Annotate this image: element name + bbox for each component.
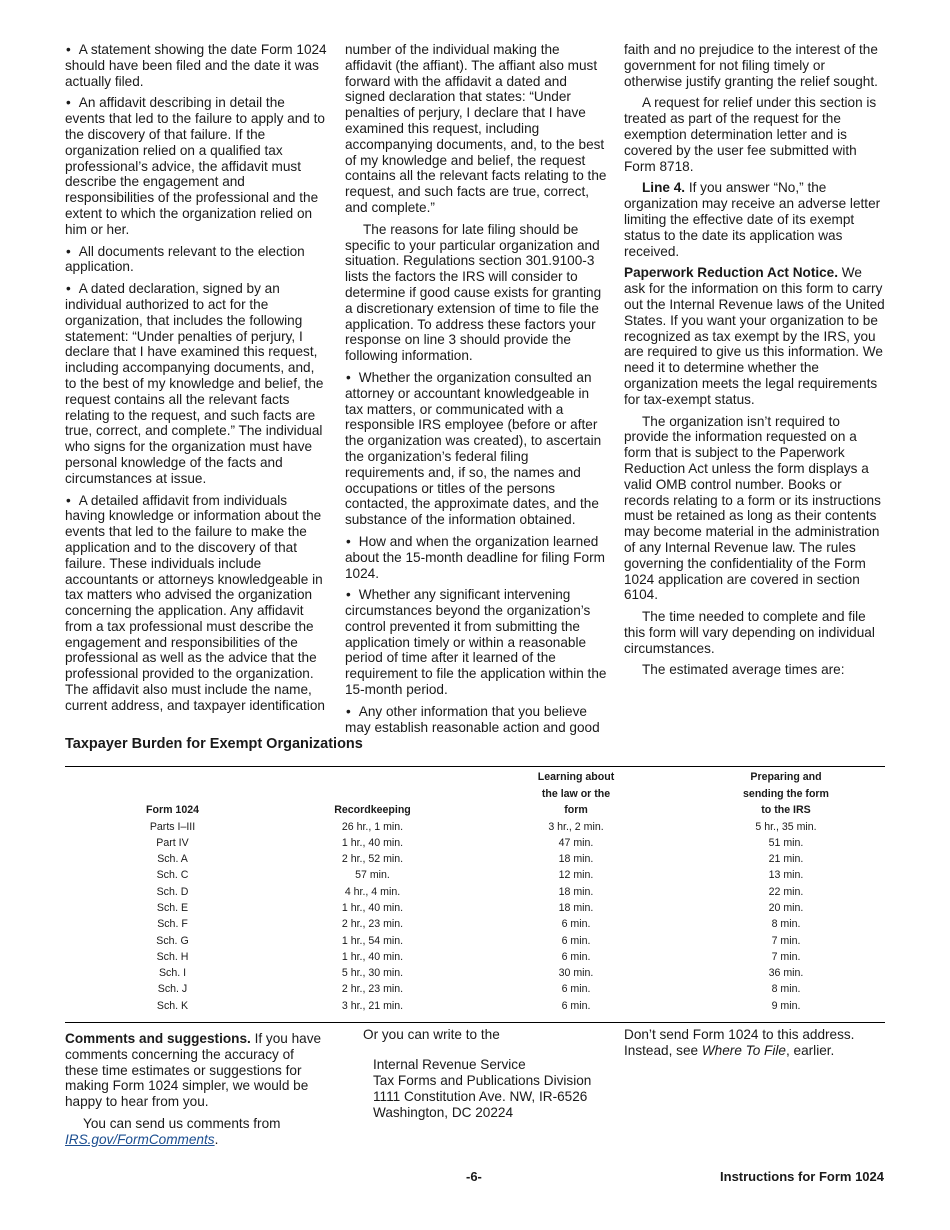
cell-form: Sch. E — [156, 901, 189, 914]
where-to-file-ref: Where To File — [701, 1042, 786, 1058]
address-line-3: 1111 Constitution Ave. NW, IR-6526 — [373, 1088, 588, 1104]
address-line-1: Internal Revenue Service — [373, 1056, 526, 1072]
cell-recordkeeping: 1 hr., 40 min. — [341, 950, 404, 963]
cell-learning: 18 min. — [558, 901, 594, 914]
cell-form: Sch. D — [156, 885, 189, 898]
comments-column — [65, 1031, 327, 1154]
cell-preparing: 5 hr., 35 min. — [755, 820, 817, 833]
bullet-intervening-circumstances: • Whether any significant intervening circumstances beyond the organization’s control prevented it from submitting the application timely or within a reasonable period of time after it learned of the requirement to file the application within the 15-month period. — [345, 587, 607, 698]
estimated-times-paragraph: The estimated average times are: — [642, 662, 845, 678]
address-line-2: Tax Forms and Publications Division — [373, 1072, 592, 1088]
cell-recordkeeping: 4 hr., 4 min. — [344, 885, 401, 898]
header-learning: Learning about the law or the form — [537, 771, 615, 816]
line-4-paragraph — [624, 180, 886, 259]
table-body — [65, 819, 885, 1015]
paperwork-notice-paragraph — [624, 265, 886, 407]
cell-form: Sch. F — [157, 918, 188, 931]
header-form: Form 1024 — [146, 804, 199, 816]
mailing-address — [373, 1057, 613, 1121]
table-row — [65, 835, 885, 851]
comments-paragraph — [65, 1031, 327, 1110]
cell-preparing: 51 min. — [768, 836, 804, 849]
bullet-detailed-affidavit: • A detailed affidavit from individuals having knowledge or information about the events that led to the failure to make the application and to the discovery of that failure. These individuals include accountants or attorneys knowledgeable in tax matters who advised the organization concerning the application. Any affidavit from a tax professional must describe the engagement and responsibilities of the professional as well as the advice that the professional provided to the organization. The affidavit also must include the name, current address, and taxpayer identification — [65, 493, 327, 714]
cell-learning: 6 min. — [561, 950, 591, 963]
burden-table — [65, 769, 885, 1014]
cell-form: Part IV — [156, 836, 189, 849]
table-row — [65, 933, 885, 949]
cell-preparing: 9 min. — [771, 999, 801, 1012]
time-needed-paragraph: The time needed to complete and file this form will vary depending on individual circumstances. — [624, 609, 875, 656]
table-row — [65, 998, 885, 1014]
table-row — [65, 851, 885, 867]
paperwork-notice-heading: Paperwork Reduction Act Notice. — [624, 265, 839, 281]
table-row — [65, 819, 885, 835]
comments-text: If you have comments concerning the accuracy of these time estimates or suggestions for making Form 1024 simpler, we would be happy to hear from you. — [65, 1031, 322, 1110]
table-row — [65, 900, 885, 916]
write-to-text: Or you can write to the — [363, 1027, 500, 1042]
cell-learning: 18 min. — [558, 885, 594, 898]
cell-recordkeeping: 5 hr., 30 min. — [341, 967, 404, 980]
cell-learning: 12 min. — [558, 869, 594, 882]
send-comments-text: You can send us comments from — [83, 1115, 281, 1131]
cell-learning: 30 min. — [558, 967, 594, 980]
table-row — [65, 981, 885, 997]
link-period: . — [214, 1131, 219, 1147]
header-recordkeeping: Recordkeeping — [334, 804, 411, 816]
dont-send-column — [624, 1027, 886, 1065]
form-comments-link[interactable]: IRS.gov/FormComments — [65, 1131, 215, 1147]
table-row — [65, 965, 885, 981]
cell-learning: 47 min. — [558, 836, 594, 849]
bullet-other-information: • Any other information that you believe may establish reasonable action and good — [345, 704, 607, 736]
cell-recordkeeping: 2 hr., 23 min. — [341, 918, 404, 931]
late-filing-reasons: The reasons for late filing should be specific to your particular organization and situation. Regulations section 301.9100-3 lists the factors the IRS will consider to determine if good cause exists for granting a discretionary extension of time to file the application. To address these factors your response on line 3 should provide the following information. — [345, 221, 602, 364]
table-row — [65, 949, 885, 965]
cell-recordkeeping: 2 hr., 23 min. — [341, 983, 404, 996]
cell-preparing: 21 min. — [768, 853, 804, 866]
cell-form: Sch. H — [156, 950, 189, 963]
table-row — [65, 867, 885, 883]
cell-preparing: 7 min. — [771, 950, 801, 963]
good-faith-paragraph: faith and no prejudice to the interest of the government for not filing timely or otherwise justify granting the relief sought. — [624, 42, 878, 89]
address-line-4: Washington, DC 20224 — [373, 1104, 514, 1120]
cell-form: Sch. K — [156, 999, 189, 1012]
cell-learning: 18 min. — [558, 853, 594, 866]
table-top-rule — [65, 766, 885, 767]
cell-recordkeeping: 57 min. — [355, 869, 390, 882]
table-row — [65, 884, 885, 900]
cell-preparing: 20 min. — [768, 901, 804, 914]
column-3 — [624, 42, 886, 684]
bullet-dated-declaration: • A dated declaration, signed by an individual authorized to act for the organization, that includes the following statement: “Under penalties of perjury, I declare that I have examined this request, including accompanying documents, and, to the best of my knowledge and belief, the request contains all the relevant facts relating to the request, and such facts are true, correct, and complete.” The individual who signs for the organization must have personal knowledge of the facts and circumstances at issue. — [65, 281, 327, 486]
cell-recordkeeping: 3 hr., 21 min. — [341, 999, 404, 1012]
table-header-row — [65, 769, 885, 819]
column-2 — [345, 42, 607, 741]
bullet-statement-date: • A statement showing the date Form 1024 should have been filed and the date it was actually filed. — [65, 42, 327, 89]
affiant-paragraph: number of the individual making the affidavit (the affiant). The affiant also must forward with the affidavit a dated and signed declaration that states: “Under penalties of perjury, I declare that I have examined this request, including accompanying documents, and, to the best of my knowledge and belief, the request contains all the relevant facts relating to the request, and such facts are true, correct, and complete.” — [345, 42, 607, 215]
omb-paragraph: The organization isn’t required to provide the information requested on a form that is subject to the Paperwork Reduction Act unless the form displays a valid OMB control number. Books or records relating to a form or its instructions must be retained as long as their contents may become material in the administration of any Internal Revenue law. The rules governing the confidentiality of the Form 1024 application are covered in section 6104. — [624, 413, 881, 603]
cell-learning: 6 min. — [561, 918, 591, 931]
cell-learning: 3 hr., 2 min. — [548, 820, 604, 833]
cell-learning: 6 min. — [561, 983, 591, 996]
bullet-documents: • All documents relevant to the election application. — [65, 244, 327, 276]
cell-form: Sch. C — [156, 869, 189, 882]
line-4-text: If you answer “No,” the organization may receive an adverse letter limiting the effective date of its exempt status to the date its application was received. — [624, 180, 881, 259]
cell-recordkeeping: 26 hr., 1 min. — [341, 820, 404, 833]
cell-form: Sch. A — [157, 853, 188, 866]
cell-form: Sch. I — [158, 967, 187, 980]
dont-send-text: Don’t send Form 1024 to this address. Instead, see — [624, 1027, 855, 1058]
cell-preparing: 8 min. — [771, 918, 801, 931]
header-preparing: Preparing and sending the form to the IRS — [743, 771, 829, 816]
cell-preparing: 7 min. — [771, 934, 801, 947]
footer-title: Instructions for Form 1024 — [720, 1169, 884, 1184]
table-row — [65, 916, 885, 932]
dont-send-end: , earlier. — [785, 1042, 835, 1058]
table-bottom-rule — [65, 1022, 885, 1023]
cell-recordkeeping: 1 hr., 54 min. — [341, 934, 404, 947]
cell-preparing: 36 min. — [768, 967, 804, 980]
cell-learning: 6 min. — [561, 999, 591, 1012]
relief-request-paragraph: A request for relief under this section is treated as part of the request for the exemption determination letter and is covered by the user fee submitted with Form 8718. — [624, 95, 877, 174]
cell-preparing: 13 min. — [768, 869, 804, 882]
line-4-heading: Line 4. — [642, 180, 686, 196]
column-1 — [65, 42, 327, 720]
table-title: Taxpayer Burden for Exempt Organizations — [65, 736, 363, 752]
bullet-learned-deadline: • How and when the organization learned about the 15-month deadline for filing Form 1024. — [345, 534, 607, 581]
bullet-consulted-attorney: • Whether the organization consulted an attorney or accountant knowledgeable in tax matters, or communicated with a responsible IRS employee (before or after the organization was created), to ascertain the organization’s federal filing requirements and, if so, the names and occupations or titles of the persons contacted, the approximate dates, and the substance of the information obtained. — [345, 370, 607, 528]
send-comments-paragraph — [65, 1116, 327, 1148]
bullet-affidavit-events: • An affidavit describing in detail the events that led to the failure to apply and to the discovery of that failure. If the organization relied on a qualified tax professional’s advice, the affidavit must describe the engagement and responsibilities of the professional and the extent to which the organization relied on him or her. — [65, 95, 327, 237]
cell-form: Parts I–III — [149, 820, 196, 833]
cell-preparing: 22 min. — [768, 885, 804, 898]
cell-recordkeeping: 1 hr., 40 min. — [341, 901, 404, 914]
comments-heading: Comments and suggestions. — [65, 1031, 251, 1046]
cell-recordkeeping: 1 hr., 40 min. — [341, 836, 404, 849]
dont-send-paragraph — [624, 1027, 886, 1059]
address-column — [363, 1027, 613, 1121]
cell-form: Sch. J — [157, 983, 188, 996]
cell-form: Sch. G — [156, 934, 189, 947]
cell-learning: 6 min. — [561, 934, 591, 947]
cell-preparing: 8 min. — [771, 983, 801, 996]
page-number: -6- — [466, 1169, 482, 1184]
cell-recordkeeping: 2 hr., 52 min. — [341, 853, 404, 866]
paperwork-notice-text: We ask for the information on this form to carry out the Internal Revenue laws of the United States. If you want your organization to be recognized as tax exempt by the IRS, you are required to give us this information. We need it to determine whether the organization meets the legal requirements for tax-exempt status. — [624, 265, 885, 407]
